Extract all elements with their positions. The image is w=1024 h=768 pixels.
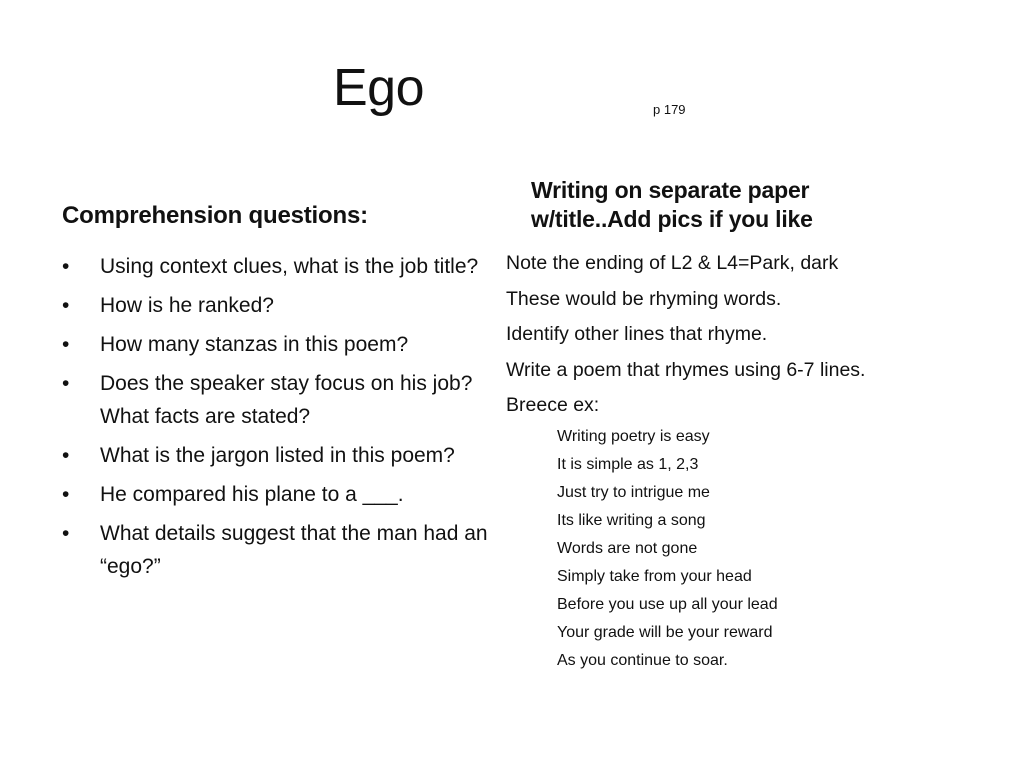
question-item xyxy=(62,517,492,583)
question-item xyxy=(62,328,492,361)
note-line: Note the ending of L2 & L4=Park, dark xyxy=(506,252,839,274)
poem-line: Your grade will be your reward xyxy=(557,624,773,641)
slide-title: Ego xyxy=(333,59,425,117)
bullet-icon: • xyxy=(62,483,70,506)
poem-line: Writing poetry is easy xyxy=(557,428,710,445)
note-line: Breece ex: xyxy=(506,394,600,416)
bullet-icon: • xyxy=(62,444,70,467)
question-text: How many stanzas in this poem? xyxy=(100,333,409,356)
bullet-icon: • xyxy=(62,294,70,317)
poem-line: It is simple as 1, 2,3 xyxy=(557,456,699,473)
example-poem xyxy=(557,423,957,675)
bullet-icon: • xyxy=(62,333,70,356)
question-item xyxy=(62,250,492,283)
note-line: Identify other lines that rhyme. xyxy=(506,323,768,345)
poem-line: Just try to intrigue me xyxy=(557,484,710,501)
writing-heading: Writing on separate paper w/title..Add pics if you like xyxy=(531,177,813,232)
poem-line: Before you use up all your lead xyxy=(557,596,778,613)
comprehension-heading: Comprehension questions: xyxy=(62,202,368,229)
page-reference: p 179 xyxy=(653,102,686,117)
question-text: Does the speaker stay focus on his job? What facts are stated? xyxy=(100,372,473,428)
question-text: What details suggest that the man had an “ego?” xyxy=(100,522,488,578)
poem-line: As you continue to soar. xyxy=(557,652,728,669)
note-line: Write a poem that rhymes using 6-7 lines. xyxy=(506,358,866,381)
bullet-icon: • xyxy=(62,255,70,278)
question-item xyxy=(62,439,492,472)
question-item xyxy=(62,289,492,322)
question-text: What is the jargon listed in this poem? xyxy=(100,444,455,467)
question-list xyxy=(62,250,492,589)
note-list xyxy=(506,246,986,424)
bullet-icon: • xyxy=(62,522,70,545)
question-text: Using context clues, what is the job title? xyxy=(100,255,479,278)
question-text: He compared his plane to a ___. xyxy=(100,483,404,506)
note-line: These would be rhyming words. xyxy=(506,287,782,310)
question-text: How is he ranked? xyxy=(100,294,274,317)
poem-line: Words are not gone xyxy=(557,540,698,557)
question-item xyxy=(62,478,492,511)
poem-line: Simply take from your head xyxy=(557,568,752,585)
bullet-icon: • xyxy=(62,372,70,395)
poem-line: Its like writing a song xyxy=(557,512,706,529)
question-item xyxy=(62,367,492,433)
